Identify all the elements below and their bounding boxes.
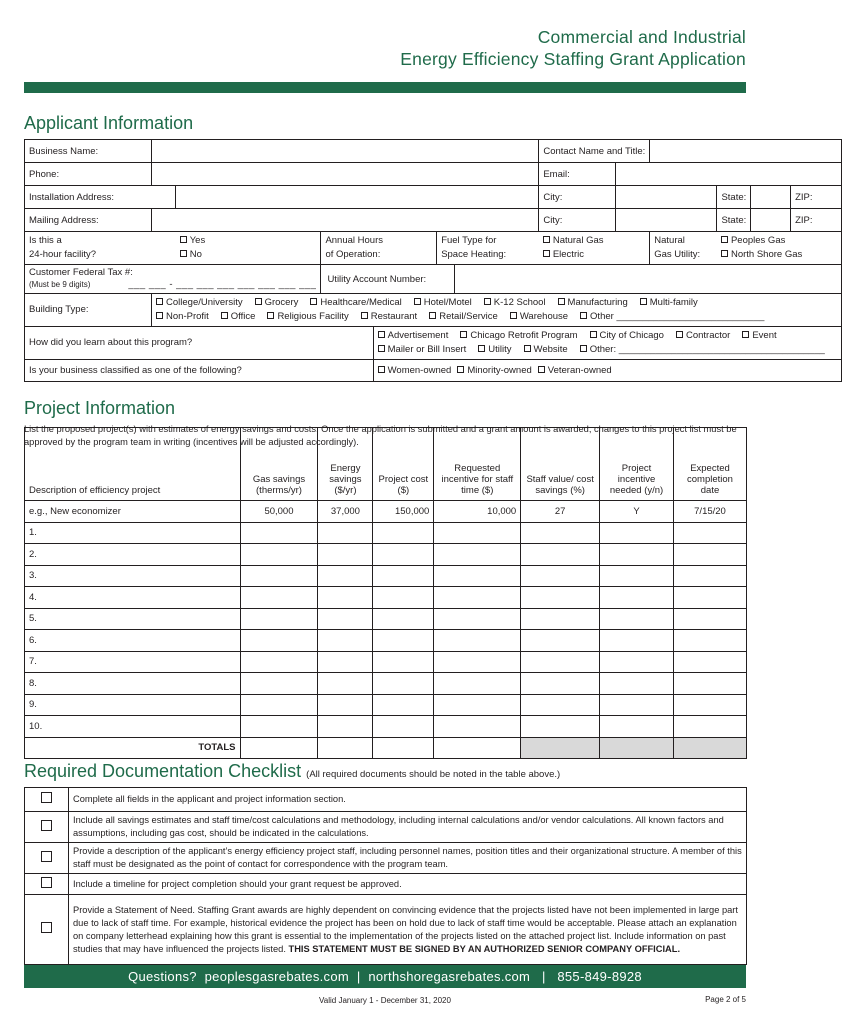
- annual-hours-line1: Annual Hours: [325, 235, 383, 246]
- project-cell[interactable]: [373, 544, 434, 566]
- mailing-state-field[interactable]: [751, 209, 791, 232]
- example-completion-date: 7/15/20: [674, 501, 747, 523]
- no-label: No: [189, 249, 202, 260]
- project-section-title: Project Information: [24, 398, 176, 418]
- project-cell[interactable]: [373, 608, 434, 630]
- option-bt-row2-2[interactable]: [267, 310, 348, 324]
- project-cell[interactable]: [674, 544, 747, 566]
- checkbox-icon[interactable]: [543, 250, 550, 257]
- project-cell[interactable]: [373, 651, 434, 673]
- project-cell[interactable]: [600, 544, 674, 566]
- install-zip-label: ZIP:: [791, 186, 842, 209]
- install-state-label: State:: [717, 186, 751, 209]
- checkbox-icon[interactable]: [457, 366, 464, 373]
- project-cell[interactable]: [434, 651, 521, 673]
- project-cell[interactable]: [318, 716, 373, 738]
- project-cell[interactable]: [600, 716, 674, 738]
- totals-label: TOTALS: [25, 737, 241, 759]
- option-label: Mailer or Bill Insert: [387, 344, 467, 355]
- table-row: [25, 651, 747, 673]
- option-label: Grocery: [264, 297, 299, 308]
- learn-row-1: [378, 329, 837, 343]
- building-row-2: [156, 310, 837, 324]
- project-cell[interactable]: [600, 630, 674, 652]
- option-lr-row2-1[interactable]: [478, 343, 511, 357]
- project-cell[interactable]: [373, 630, 434, 652]
- checkbox-icon[interactable]: [41, 851, 52, 862]
- example-incentive: 10,000: [434, 501, 521, 523]
- option-label: Event: [752, 330, 777, 341]
- learn-options: [373, 327, 841, 360]
- example-staff-value: 27: [521, 501, 600, 523]
- project-cell[interactable]: [674, 587, 747, 609]
- project-cell[interactable]: [240, 630, 318, 652]
- install-address-label: Installation Address:: [25, 186, 176, 209]
- option-label: Utility: [488, 344, 512, 355]
- option-label: Manufacturing: [567, 297, 628, 308]
- option-lr-row2-0[interactable]: [378, 343, 467, 357]
- project-cell[interactable]: [521, 694, 600, 716]
- north-shore-gas-label: North Shore Gas: [730, 249, 803, 260]
- project-cell[interactable]: [373, 694, 434, 716]
- col-requested-incentive: Requested incentive for staff time ($): [434, 428, 521, 501]
- checkbox-icon[interactable]: [361, 312, 368, 319]
- project-cell[interactable]: [600, 608, 674, 630]
- checklist-item-5-bold: THIS STATEMENT MUST BE SIGNED BY AN AUTHORIZED SENIOR COMPANY OFFICIAL.: [288, 943, 681, 954]
- option-lr-row1-0[interactable]: [378, 329, 449, 343]
- option-lr-row1-4[interactable]: [742, 329, 776, 343]
- row-number[interactable]: 4.: [25, 587, 241, 609]
- contact-name-label: Contact Name and Title:: [539, 140, 650, 163]
- option-bt-row2-1[interactable]: [221, 310, 256, 324]
- project-cell[interactable]: [240, 716, 318, 738]
- project-cell[interactable]: [434, 630, 521, 652]
- checkbox-icon[interactable]: [742, 331, 749, 338]
- checkbox-icon[interactable]: [538, 366, 545, 373]
- checkbox-icon[interactable]: [414, 298, 421, 305]
- fuel-type-label: [437, 232, 539, 265]
- project-cell[interactable]: [434, 716, 521, 738]
- checkbox-icon[interactable]: [510, 312, 517, 319]
- project-cell[interactable]: [434, 522, 521, 544]
- utility-north-shore-gas[interactable]: [721, 248, 837, 262]
- checklist-item-4: Include a timeline for project completion should your grant request be approved.: [69, 874, 747, 895]
- project-cell[interactable]: [600, 565, 674, 587]
- project-cell[interactable]: [318, 694, 373, 716]
- applicant-table: [24, 139, 842, 382]
- checklist-heading: Required Documentation Checklist: [24, 761, 302, 781]
- option-label: K-12 School: [493, 297, 546, 308]
- tax-id-cell: [25, 265, 321, 294]
- checkbox-icon[interactable]: [543, 236, 550, 243]
- option-lr-row2-2[interactable]: [524, 343, 568, 357]
- checklist-title: [24, 761, 560, 782]
- email-field[interactable]: [616, 163, 842, 186]
- mailing-city-field[interactable]: [616, 209, 717, 232]
- checkbox-icon[interactable]: [41, 792, 52, 803]
- checklist-item-5: [69, 895, 747, 965]
- project-cell[interactable]: [434, 694, 521, 716]
- utility-account-field[interactable]: [454, 265, 841, 294]
- checklist-subtitle: (All required documents should be noted in the table above.): [306, 769, 561, 780]
- checklist-item-3: Provide a description of the applicant’s energy efficiency project staff, including personnel names, position titles and their organizational structure. A member of this staff must be designated as the point of contact for correspondence with the program team.: [69, 843, 747, 874]
- project-cell[interactable]: [674, 716, 747, 738]
- checklist-table: [24, 787, 747, 965]
- project-cell[interactable]: [318, 630, 373, 652]
- option-label: Other ____________________________: [590, 311, 765, 322]
- table-row: [25, 673, 747, 695]
- option-label: Chicago Retrofit Program: [470, 330, 578, 341]
- project-cell[interactable]: [318, 522, 373, 544]
- checkbox-icon[interactable]: [156, 312, 163, 319]
- project-cell[interactable]: [600, 587, 674, 609]
- project-cell[interactable]: [674, 522, 747, 544]
- checkbox-icon[interactable]: [255, 298, 262, 305]
- checkbox-icon[interactable]: [580, 312, 587, 319]
- checklist-item-2: Include all savings estimates and staff time/cost calculations and methodology, including internal calculations and/or vendor calculations. All known factors and assumptions, including gas cost, should be indicated in the calculations.: [69, 812, 747, 843]
- checkbox-icon[interactable]: [721, 236, 728, 243]
- facility-question: [25, 232, 176, 265]
- fuel-line2: Space Heating:: [441, 249, 507, 260]
- install-city-field[interactable]: [616, 186, 717, 209]
- checkbox-icon[interactable]: [558, 298, 565, 305]
- option-bt-row1-0[interactable]: [156, 296, 243, 310]
- project-cell[interactable]: [240, 608, 318, 630]
- tax-id-blanks[interactable]: ___ ___ - ___ ___ ___ ___ ___ ___ ___: [128, 279, 317, 290]
- project-intro: List the proposed project(s) with estimates of energy savings and costs. Once the application is submitted and a grant amount is awarded, changes to this project list must be approved by the program team in writing (incentives will be adjusted accordingly).: [24, 424, 737, 447]
- peoples-gas-label: Peoples Gas: [730, 235, 786, 246]
- col-completion-date: Expected completion date: [674, 428, 747, 501]
- header-bar: [24, 82, 746, 93]
- option-label: Retail/Service: [439, 311, 498, 322]
- row-number[interactable]: 7.: [25, 651, 241, 673]
- project-cell[interactable]: [434, 565, 521, 587]
- option-bt-row1-2[interactable]: [310, 296, 401, 310]
- row-number[interactable]: 5.: [25, 608, 241, 630]
- checkbox-icon[interactable]: [267, 312, 274, 319]
- total-energy-savings[interactable]: [318, 737, 373, 759]
- row-number[interactable]: 6.: [25, 630, 241, 652]
- option-label: Hotel/Motel: [423, 297, 472, 308]
- project-cell[interactable]: [434, 608, 521, 630]
- project-cell[interactable]: [240, 565, 318, 587]
- project-cell[interactable]: [521, 651, 600, 673]
- project-cell[interactable]: [600, 694, 674, 716]
- option-label: Restaurant: [370, 311, 418, 322]
- natural-gas-label: Natural Gas: [552, 235, 604, 246]
- footer-sep-1: |: [356, 969, 361, 984]
- footer-link-northshore[interactable]: northshoregasrebates.com: [368, 969, 531, 984]
- business-name-field[interactable]: [152, 140, 539, 163]
- project-cell[interactable]: [318, 608, 373, 630]
- example-row: [25, 501, 747, 523]
- table-row: [25, 694, 747, 716]
- option-label: Veteran-owned: [547, 365, 612, 376]
- classified-question: Is your business classified as one of the following?: [25, 360, 374, 382]
- row-number[interactable]: 8.: [25, 673, 241, 695]
- checkbox-icon[interactable]: [460, 331, 467, 338]
- col-incentive-needed: Project incentive needed (y/n): [600, 428, 674, 501]
- applicant-section-title: Applicant Information: [24, 113, 194, 133]
- checkbox-icon[interactable]: [484, 298, 491, 305]
- mailing-zip-label: ZIP:: [791, 209, 842, 232]
- checkbox-icon[interactable]: [221, 312, 228, 319]
- project-cell[interactable]: [521, 630, 600, 652]
- mailing-city-label: City:: [539, 209, 616, 232]
- project-cell[interactable]: [600, 522, 674, 544]
- option-label: Healthcare/Medical: [320, 297, 402, 308]
- checkbox-icon[interactable]: [524, 345, 531, 352]
- option-lr-row1-3[interactable]: [676, 329, 730, 343]
- facility-q-line2: 24-hour facility?: [29, 249, 97, 260]
- option-label: Multi-family: [649, 297, 698, 308]
- col-energy-savings: Energy savings ($/yr): [318, 428, 373, 501]
- fuel-line1: Fuel Type for: [441, 235, 497, 246]
- option-label: College/University: [166, 297, 243, 308]
- fuel-natural-gas[interactable]: [543, 234, 645, 248]
- option-label: Women-owned: [387, 365, 452, 376]
- project-cell[interactable]: [434, 673, 521, 695]
- building-type-label: Building Type:: [25, 294, 152, 327]
- example-gas-savings: 50,000: [240, 501, 318, 523]
- install-address-field[interactable]: [176, 186, 539, 209]
- gas-utility-line2: Gas Utility:: [654, 249, 701, 260]
- project-cell[interactable]: [674, 630, 747, 652]
- project-cell[interactable]: [674, 565, 747, 587]
- option-label: Contractor: [685, 330, 731, 341]
- option-cl-row-0[interactable]: [378, 365, 452, 376]
- project-cell[interactable]: [240, 651, 318, 673]
- option-lr-row1-1[interactable]: [460, 329, 577, 343]
- option-bt-row2-0[interactable]: [156, 310, 209, 324]
- project-cell[interactable]: [521, 716, 600, 738]
- page-number: Page 2 of 5: [705, 995, 746, 1004]
- install-state-field[interactable]: [751, 186, 791, 209]
- checkbox-icon[interactable]: [478, 345, 485, 352]
- total-date-blocked: [674, 737, 747, 759]
- option-label: Advertisement: [387, 330, 449, 341]
- row-number[interactable]: 3.: [25, 565, 241, 587]
- yes-label: Yes: [189, 235, 206, 246]
- footer-contact-bar: [24, 965, 746, 988]
- title-line-2: Energy Efficiency Staffing Grant Application: [400, 49, 746, 69]
- checkbox-icon[interactable]: [156, 298, 163, 305]
- total-gas-savings[interactable]: [240, 737, 318, 759]
- option-bt-row2-3[interactable]: [361, 310, 417, 324]
- footer-link-peoples[interactable]: peoplesgasrebates.com: [204, 969, 349, 984]
- table-row: [25, 630, 747, 652]
- checkbox-icon[interactable]: [180, 250, 187, 257]
- footer-phone[interactable]: 855-849-8928: [557, 969, 642, 984]
- checkbox-icon[interactable]: [640, 298, 647, 305]
- project-cell[interactable]: [674, 651, 747, 673]
- col-gas-savings: Gas savings (therms/yr): [240, 428, 318, 501]
- electric-label: Electric: [552, 249, 584, 260]
- project-cell[interactable]: [240, 522, 318, 544]
- project-cell[interactable]: [240, 673, 318, 695]
- option-label: Website: [533, 344, 568, 355]
- checkbox-icon[interactable]: [721, 250, 728, 257]
- checkbox-icon[interactable]: [676, 331, 683, 338]
- checkbox-icon[interactable]: [41, 877, 52, 888]
- gas-utility-label: [650, 232, 717, 265]
- project-cell[interactable]: [600, 651, 674, 673]
- facility-options: [176, 232, 321, 265]
- project-cell[interactable]: [318, 587, 373, 609]
- option-lr-row2-3[interactable]: [580, 343, 825, 357]
- row-number[interactable]: 10.: [25, 716, 241, 738]
- annual-hours-label: [321, 232, 437, 265]
- total-incentive[interactable]: [434, 737, 521, 759]
- option-label: Non-Profit: [166, 311, 209, 322]
- totals-row: [25, 737, 747, 759]
- option-bt-row2-4[interactable]: [429, 310, 498, 324]
- total-incentive-needed-blocked: [600, 737, 674, 759]
- option-bt-row2-6[interactable]: [580, 310, 764, 324]
- mailing-state-label: State:: [717, 209, 751, 232]
- checkbox-icon[interactable]: [41, 820, 52, 831]
- project-cell[interactable]: [674, 608, 747, 630]
- classified-options: [373, 360, 841, 382]
- option-bt-row1-3[interactable]: [414, 296, 472, 310]
- table-row: [25, 544, 747, 566]
- project-cell[interactable]: [373, 673, 434, 695]
- project-cell[interactable]: [521, 587, 600, 609]
- checklist-item-5-text: Provide a Statement of Need. Staffing Grant awards are highly dependent on convincing evidence that the projects listed have not been implemented in large part due to lack of staff time. For example, historical evidence the project has been on hold due to lack of staff time would be acceptable. Please attach an explanation on company letterhead explaining how this grant is essential to the implementation of the projects listed on the attached project list. Include information on past studies that may have influenced the projects listed.: [73, 904, 738, 954]
- checkbox-icon[interactable]: [580, 345, 587, 352]
- project-cell[interactable]: [674, 673, 747, 695]
- footer-questions: Questions?: [128, 969, 197, 984]
- col-staff-value: Staff value/ cost savings (%): [521, 428, 600, 501]
- project-cell[interactable]: [240, 694, 318, 716]
- project-cell[interactable]: [240, 544, 318, 566]
- table-row: [25, 608, 747, 630]
- project-cell[interactable]: [318, 544, 373, 566]
- col-project-cost: Project cost ($): [373, 428, 434, 501]
- row-number[interactable]: 2.: [25, 544, 241, 566]
- project-cell[interactable]: [674, 694, 747, 716]
- checkbox-icon[interactable]: [180, 236, 187, 243]
- table-row: [25, 522, 747, 544]
- option-label: Other: _______________________________________: [589, 344, 825, 355]
- option-label: Office: [230, 311, 256, 322]
- phone-field[interactable]: [152, 163, 539, 186]
- project-cell[interactable]: [434, 544, 521, 566]
- project-cell[interactable]: [373, 522, 434, 544]
- fuel-options: [539, 232, 650, 265]
- learn-question: How did you learn about this program?: [25, 327, 374, 360]
- tax-id-label: Customer Federal Tax #:: [29, 267, 133, 278]
- mailing-address-label: Mailing Address:: [25, 209, 152, 232]
- total-staff-value-blocked: [521, 737, 600, 759]
- mailing-address-field[interactable]: [152, 209, 539, 232]
- example-incentive-needed: Y: [600, 501, 674, 523]
- option-bt-row1-6[interactable]: [640, 296, 698, 310]
- option-cl-row-2[interactable]: [538, 365, 612, 376]
- option-label: Religious Facility: [277, 311, 349, 322]
- install-city-label: City:: [539, 186, 616, 209]
- project-cell[interactable]: [600, 673, 674, 695]
- option-cl-row-1[interactable]: [457, 365, 531, 376]
- project-cell[interactable]: [521, 673, 600, 695]
- checkbox-icon[interactable]: [310, 298, 317, 305]
- footer-sep-2: |: [541, 969, 546, 984]
- example-description: e.g., New economizer: [25, 501, 241, 523]
- gas-utility-line1: Natural: [654, 235, 685, 246]
- learn-row-2: [378, 343, 837, 357]
- option-bt-row2-5[interactable]: [510, 310, 568, 324]
- option-lr-row1-2[interactable]: [590, 329, 664, 343]
- utility-account-label: Utility Account Number:: [321, 265, 454, 294]
- col-description: Description of efficiency project: [25, 428, 241, 501]
- checkbox-icon[interactable]: [378, 331, 385, 338]
- checkbox-icon[interactable]: [41, 922, 52, 933]
- facility-q-line1: Is this a: [29, 235, 62, 246]
- project-cell[interactable]: [521, 544, 600, 566]
- option-bt-row1-1[interactable]: [255, 296, 299, 310]
- row-number[interactable]: 9.: [25, 694, 241, 716]
- option-label: City of Chicago: [599, 330, 664, 341]
- checkbox-icon[interactable]: [429, 312, 436, 319]
- title-line-1: Commercial and Industrial: [537, 27, 746, 47]
- option-label: Minority-owned: [467, 365, 532, 376]
- example-project-cost: 150,000: [373, 501, 434, 523]
- project-cell[interactable]: [521, 608, 600, 630]
- row-number[interactable]: 1.: [25, 522, 241, 544]
- business-name-label: Business Name:: [25, 140, 152, 163]
- building-row-1: [156, 296, 837, 310]
- option-label: Warehouse: [519, 311, 569, 322]
- checklist-item-1: Complete all fields in the applicant and project information section.: [69, 788, 747, 812]
- validity-note: Valid January 1 - December 31, 2020: [319, 996, 451, 1005]
- project-cell[interactable]: [318, 651, 373, 673]
- project-cell[interactable]: [373, 565, 434, 587]
- utility-peoples-gas[interactable]: [721, 234, 837, 248]
- fuel-electric[interactable]: [543, 248, 645, 262]
- table-row: [25, 565, 747, 587]
- facility-yes[interactable]: [180, 234, 317, 248]
- facility-no[interactable]: [180, 248, 317, 262]
- email-label: Email:: [539, 163, 616, 186]
- annual-hours-line2: of Operation:: [325, 249, 381, 260]
- table-row: [25, 587, 747, 609]
- gas-utility-options: [717, 232, 841, 265]
- table-row: [25, 716, 747, 738]
- project-cell[interactable]: [373, 587, 434, 609]
- phone-label: Phone:: [25, 163, 152, 186]
- option-bt-row1-5[interactable]: [558, 296, 628, 310]
- project-cell[interactable]: [318, 565, 373, 587]
- checkbox-icon[interactable]: [590, 331, 597, 338]
- project-cell[interactable]: [521, 565, 600, 587]
- option-bt-row1-4[interactable]: [484, 296, 546, 310]
- document-title: [400, 26, 746, 70]
- project-table: [24, 427, 747, 759]
- example-energy-savings: 37,000: [318, 501, 373, 523]
- project-cell[interactable]: [434, 587, 521, 609]
- project-cell[interactable]: [521, 522, 600, 544]
- project-cell[interactable]: [240, 587, 318, 609]
- project-cell[interactable]: [318, 673, 373, 695]
- total-project-cost[interactable]: [373, 737, 434, 759]
- project-cell[interactable]: [373, 716, 434, 738]
- checkbox-icon[interactable]: [378, 366, 385, 373]
- tax-id-note: (Must be 9 digits): [29, 280, 91, 289]
- building-type-options: [152, 294, 842, 327]
- contact-name-field[interactable]: [650, 140, 842, 163]
- checkbox-icon[interactable]: [378, 345, 385, 352]
